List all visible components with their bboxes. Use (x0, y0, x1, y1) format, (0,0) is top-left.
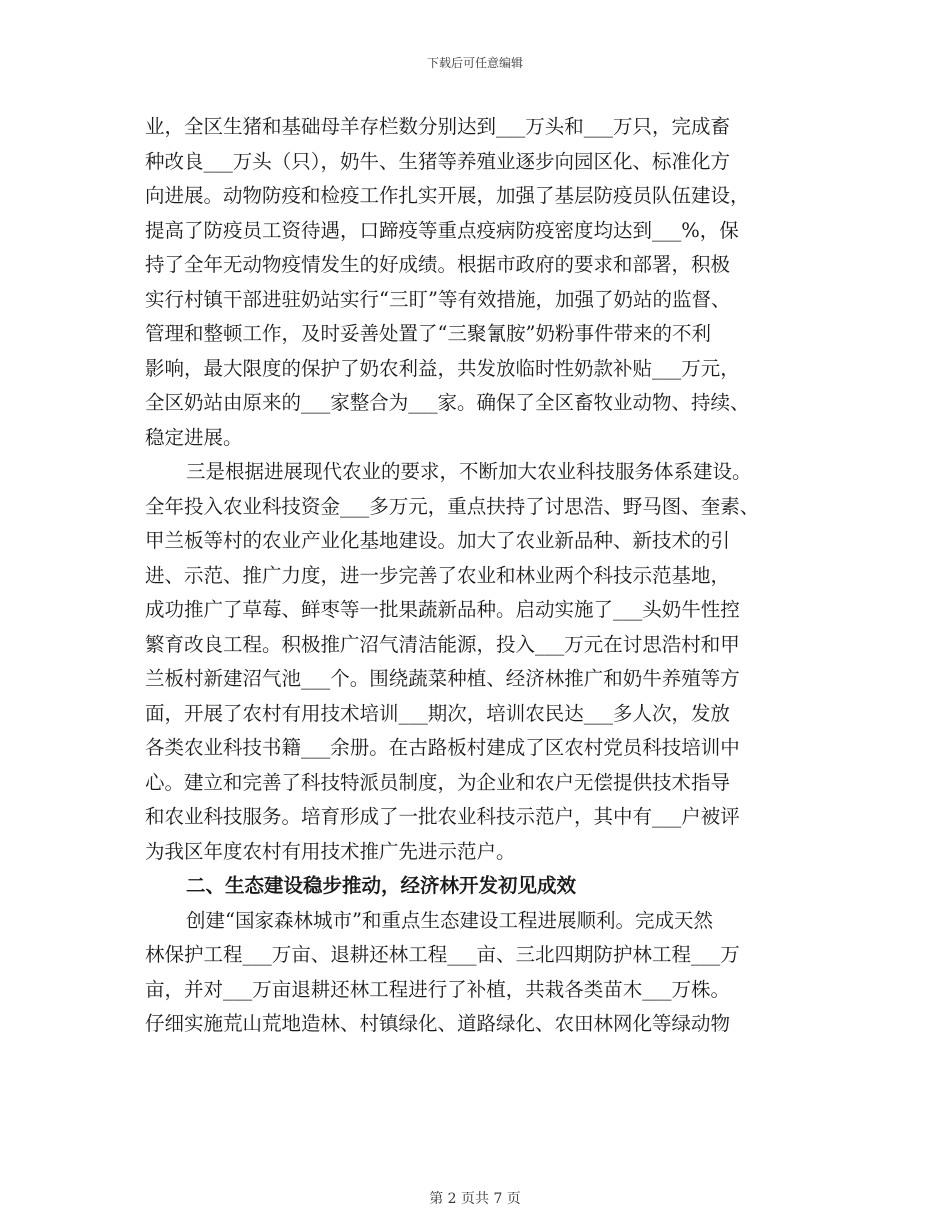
document-body (145, 110, 815, 1042)
text-line: 种改良___万头（只），奶牛、生猪等养殖业逐步向园区化、标准化方 (145, 149, 731, 173)
text-line: 面，开展了农村有用技术培训___期次，培训农民达___多人次，发放 (145, 701, 731, 725)
text-line: 亩，并对___万亩退耕还林工程进行了补植，共栽各类苗木___万株。 (145, 977, 731, 1001)
page-footer: 第 2 页共 7 页 (429, 1191, 521, 1207)
text-line: 管理和整顿工作，及时妥善处置了“三聚氰胺”奶粉事件带来的不利 (145, 322, 711, 345)
text-line: 向进展。动物防疫和检疫工作扎实开展，加强了基层防疫员队伍建设， (145, 184, 750, 207)
text-line: 创建“国家森林城市”和重点生态建设工程进展顺利。完成天然 (186, 908, 713, 932)
text-line: 全年投入农业科技资金___多万元，重点扶持了讨思浩、野马图、奎素、 (145, 494, 760, 518)
text-line: 兰板村新建沼气池___个。围绕蔬菜种植、经济林推广和奶牛养殖等方 (145, 667, 740, 690)
text-line: 心。建立和完善了科技特派员制度，为企业和农户无偿提供技术指导 (145, 770, 731, 794)
text-line: 三是根据进展现代农业的要求，不断加大农业科技服务体系建设。 (186, 460, 752, 483)
text-line: 林保护工程___万亩、退耕还林工程___亩、三北四期防护林工程___万 (145, 943, 740, 966)
text-line: 仔细实施荒山荒地造林、村镇绿化、道路绿化、农田林网化等绿动物 (145, 1012, 731, 1035)
text-line: 繁育改良工程。积极推广沼气清洁能源，投入___万元在讨思浩村和甲 (145, 632, 740, 656)
text-line: 业，全区生猪和基础母羊存栏数分别达到___万头和___万只，完成畜 (145, 115, 731, 138)
text-line: 甲兰板等村的农业产业化基地建设。加大了农业新品种、新技术的引 (145, 529, 731, 552)
text-line: 持了全年无动物疫情发生的好成绩。根据市政府的要求和部署，积极 (145, 253, 731, 276)
text-line: 和农业科技服务。培育形成了一批农业科技示范户，其中有___户被评 (145, 805, 740, 828)
text-line: 全区奶站由原来的___家整合为___家。确保了全区畜牧业动物、持续、 (145, 391, 750, 414)
text-line: 稳定进展。 (145, 425, 243, 449)
text-line: 成功推广了草莓、鲜枣等一批果蔬新品种。启动实施了___头奶牛性控 (145, 598, 740, 621)
text-line: 提高了防疫员工资待遇，口蹄疫等重点疫病防疫密度均达到___%，保 (145, 218, 739, 242)
text-line: 各类农业科技书籍___余册。在古路板村建成了区农村党员科技培训中 (145, 736, 740, 759)
section-heading: 二、生态建设稳步推动，经济林开发初见成效 (186, 874, 577, 897)
text-line: 实行村镇干部进驻奶站实行“三盯”等有效措施，加强了奶站的监督、 (145, 287, 731, 311)
text-line: 影响，最大限度的保护了奶农利益，共发放临时性奶款补贴___万元， (145, 356, 740, 380)
text-line: 为我区年度农村有用技术推广先进示范户。 (145, 839, 516, 863)
page-header: 下载后可任意编辑 (426, 56, 523, 70)
text-line: 进、示范、推广力度，进一步完善了农业和林业两个科技示范基地， (145, 563, 731, 587)
